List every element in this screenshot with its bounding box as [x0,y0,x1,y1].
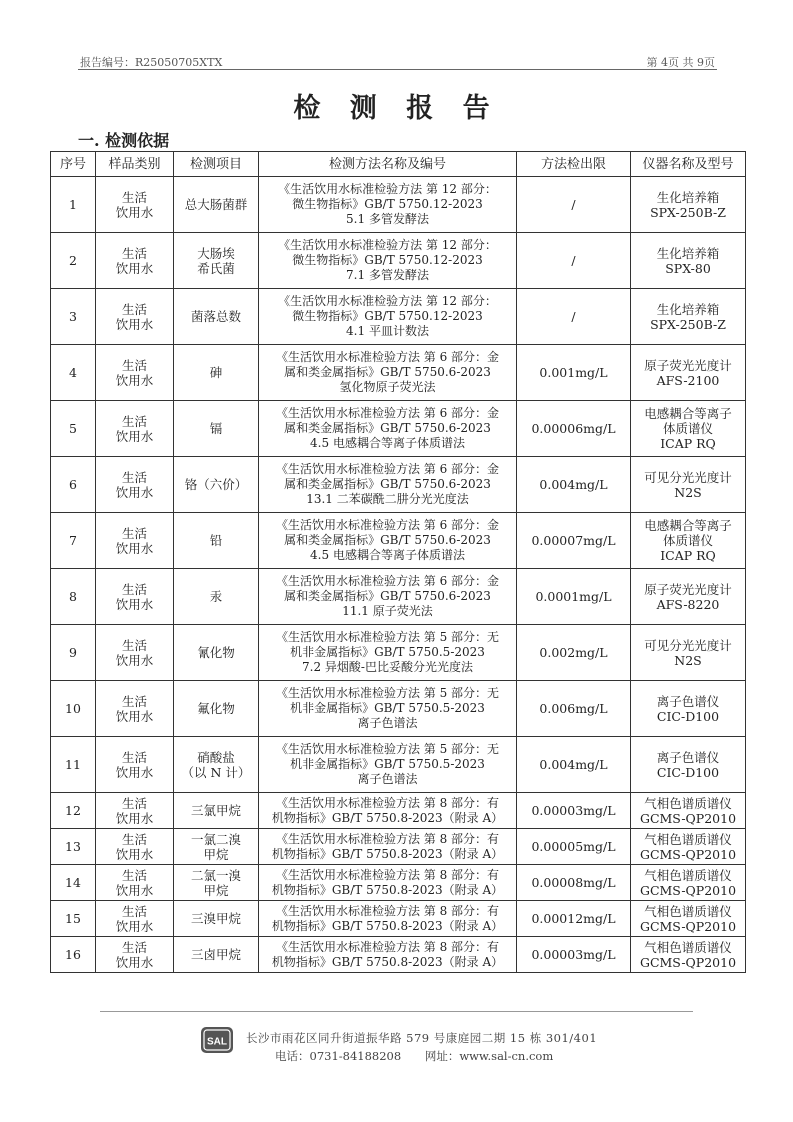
footer-divider [100,1011,693,1012]
test-item-cell: 铅 [174,513,259,569]
col-header-limit: 方法检出限 [517,152,631,177]
instrument-cell: 气相色谱质谱仪 GCMS-QP2010 [631,901,746,937]
detection-limit-cell: 0.002mg/L [517,625,631,681]
instrument-cell: 生化培养箱 SPX-250B-Z [631,177,746,233]
test-method-cell: 《生活饮用水标准检验方法 第 5 部分：无 机非金属指标》GB/T 5750.5-2023 7.2 异烟酸-巴比妥酸分光光度法 [259,625,517,681]
sample-type-cell: 生活 饮用水 [96,177,174,233]
test-method-cell: 《生活饮用水标准检验方法 第 5 部分：无 机非金属指标》GB/T 5750.5-2023 离子色谱法 [259,681,517,737]
test-method-cell: 《生活饮用水标准检验方法 第 8 部分：有 机物指标》GB/T 5750.8-2023（附录 A） [259,937,517,973]
sample-type-cell: 生活 饮用水 [96,513,174,569]
test-item-cell: 总大肠菌群 [174,177,259,233]
sample-type-cell: 生活 饮用水 [96,681,174,737]
detection-limit-cell: 0.00003mg/L [517,793,631,829]
row-number-cell: 11 [51,737,96,793]
detection-limit-cell: 0.00003mg/L [517,937,631,973]
sample-type-cell: 生活 饮用水 [96,865,174,901]
instrument-cell: 电感耦合等离子 体质谱仪 ICAP RQ [631,513,746,569]
table-row [51,345,746,401]
detection-limit-cell: 0.00005mg/L [517,829,631,865]
col-header-instrument: 仪器名称及型号 [631,152,746,177]
sample-type-cell: 生活 饮用水 [96,829,174,865]
detection-limit-cell: 0.00006mg/L [517,401,631,457]
footer-phone: 电话：0731-84188208 [275,1049,402,1063]
table-row [51,289,746,345]
test-item-cell: 砷 [174,345,259,401]
row-number-cell: 13 [51,829,96,865]
test-item-cell: 大肠埃 希氏菌 [174,233,259,289]
table-row [51,937,746,973]
table-row [51,177,746,233]
detection-limit-cell: 0.00008mg/L [517,865,631,901]
test-method-cell: 《生活饮用水标准检验方法 第 8 部分：有 机物指标》GB/T 5750.8-2023（附录 A） [259,793,517,829]
table-row [51,233,746,289]
table-row [51,513,746,569]
col-header-item: 检测项目 [174,152,259,177]
test-method-cell: 《生活饮用水标准检验方法 第 12 部分： 微生物指标》GB/T 5750.12-2023 4.1 平皿计数法 [259,289,517,345]
sample-type-cell: 生活 饮用水 [96,937,174,973]
table-row [51,793,746,829]
row-number-cell: 8 [51,569,96,625]
instrument-cell: 生化培养箱 SPX-250B-Z [631,289,746,345]
row-number-cell: 10 [51,681,96,737]
detection-limit-cell: 0.004mg/L [517,457,631,513]
row-number-cell: 9 [51,625,96,681]
table-row [51,865,746,901]
instrument-cell: 生化培养箱 SPX-80 [631,233,746,289]
sample-type-cell: 生活 饮用水 [96,901,174,937]
detection-limit-cell: / [517,177,631,233]
detection-limit-cell: 0.0001mg/L [517,569,631,625]
instrument-cell: 可见分光光度计 N2S [631,457,746,513]
test-method-cell: 《生活饮用水标准检验方法 第 6 部分：金 属和类金属指标》GB/T 5750.6-2023 氢化物原子荧光法 [259,345,517,401]
instrument-cell: 气相色谱质谱仪 GCMS-QP2010 [631,793,746,829]
footer-address: 长沙市雨花区同升街道振华路 579 号康庭园二期 15 栋 301/401 [246,1031,598,1045]
test-method-cell: 《生活饮用水标准检验方法 第 12 部分： 微生物指标》GB/T 5750.12-2023 5.1 多管发酵法 [259,177,517,233]
logo-text: SAL [207,1036,227,1048]
row-number-cell: 12 [51,793,96,829]
detection-limit-cell: / [517,289,631,345]
footer-contact [275,1048,573,1064]
test-item-cell: 铬（六价） [174,457,259,513]
instrument-cell: 离子色谱仪 CIC-D100 [631,681,746,737]
row-number-cell: 1 [51,177,96,233]
sample-type-cell: 生活 饮用水 [96,793,174,829]
instrument-cell: 可见分光光度计 N2S [631,625,746,681]
test-method-cell: 《生活饮用水标准检验方法 第 8 部分：有 机物指标》GB/T 5750.8-2023（附录 A） [259,829,517,865]
sample-type-cell: 生活 饮用水 [96,401,174,457]
detection-limit-cell: 0.004mg/L [517,737,631,793]
sample-type-cell: 生活 饮用水 [96,737,174,793]
col-header-no: 序号 [51,152,96,177]
table-row [51,737,746,793]
test-item-cell: 氰化物 [174,625,259,681]
col-header-sample: 样品类别 [96,152,174,177]
test-item-cell: 三氯甲烷 [174,793,259,829]
instrument-cell: 气相色谱质谱仪 GCMS-QP2010 [631,937,746,973]
test-method-cell: 《生活饮用水标准检验方法 第 6 部分：金 属和类金属指标》GB/T 5750.6-2023 13.1 二苯碳酰二肼分光光度法 [259,457,517,513]
row-number-cell: 15 [51,901,96,937]
test-item-cell: 菌落总数 [174,289,259,345]
report-number: 报告编号：R25050705XTX [80,56,223,69]
row-number-cell: 5 [51,401,96,457]
sample-type-cell: 生活 饮用水 [96,625,174,681]
row-number-cell: 16 [51,937,96,973]
row-number-cell: 14 [51,865,96,901]
header-divider [78,69,717,70]
row-number-cell: 7 [51,513,96,569]
test-method-cell: 《生活饮用水标准检验方法 第 8 部分：有 机物指标》GB/T 5750.8-2023（附录 A） [259,865,517,901]
footer-website: 网址：www.sal-cn.com [424,1049,554,1063]
detection-limit-cell: 0.00012mg/L [517,901,631,937]
test-item-cell: 氟化物 [174,681,259,737]
test-item-cell: 硝酸盐 （以 N 计） [174,737,259,793]
detection-limit-cell: / [517,233,631,289]
sample-type-cell: 生活 饮用水 [96,233,174,289]
sample-type-cell: 生活 饮用水 [96,457,174,513]
report-title: 检 测 报 告 [293,93,500,124]
test-method-cell: 《生活饮用水标准检验方法 第 12 部分： 微生物指标》GB/T 5750.12-2023 7.1 多管发酵法 [259,233,517,289]
detection-limit-cell: 0.00007mg/L [517,513,631,569]
table-header-row [51,152,746,177]
instrument-cell: 气相色谱质谱仪 GCMS-QP2010 [631,865,746,901]
sample-type-cell: 生活 饮用水 [96,345,174,401]
col-header-method: 检测方法名称及编号 [259,152,517,177]
test-method-cell: 《生活饮用水标准检验方法 第 5 部分：无 机非金属指标》GB/T 5750.5-2023 离子色谱法 [259,737,517,793]
row-number-cell: 2 [51,233,96,289]
instrument-cell: 电感耦合等离子 体质谱仪 ICAP RQ [631,401,746,457]
detection-limit-cell: 0.001mg/L [517,345,631,401]
instrument-cell: 原子荧光光度计 AFS-8220 [631,569,746,625]
test-method-cell: 《生活饮用水标准检验方法 第 6 部分：金 属和类金属指标》GB/T 5750.6-2023 4.5 电感耦合等离子体质谱法 [259,401,517,457]
test-item-cell: 三溴甲烷 [174,901,259,937]
detection-limit-cell: 0.006mg/L [517,681,631,737]
test-item-cell: 三卤甲烷 [174,937,259,973]
section-heading: 一. 检测依据 [78,131,170,150]
test-basis-table [50,151,746,973]
page-indicator: 第 4页 共 9页 [646,56,715,69]
test-item-cell: 汞 [174,569,259,625]
instrument-cell: 离子色谱仪 CIC-D100 [631,737,746,793]
sample-type-cell: 生活 饮用水 [96,569,174,625]
row-number-cell: 4 [51,345,96,401]
table-row [51,401,746,457]
table-row [51,681,746,737]
table-row [51,457,746,513]
sal-logo-icon [200,1024,234,1058]
row-number-cell: 6 [51,457,96,513]
row-number-cell: 3 [51,289,96,345]
table-row [51,625,746,681]
test-method-cell: 《生活饮用水标准检验方法 第 6 部分：金 属和类金属指标》GB/T 5750.6-2023 4.5 电感耦合等离子体质谱法 [259,513,517,569]
sample-type-cell: 生活 饮用水 [96,289,174,345]
instrument-cell: 原子荧光光度计 AFS-2100 [631,345,746,401]
test-item-cell: 镉 [174,401,259,457]
test-item-cell: 一氯二溴 甲烷 [174,829,259,865]
table-row [51,569,746,625]
test-method-cell: 《生活饮用水标准检验方法 第 6 部分：金 属和类金属指标》GB/T 5750.6-2023 11.1 原子荧光法 [259,569,517,625]
page-header [78,52,717,68]
test-item-cell: 二氯一溴 甲烷 [174,865,259,901]
table-row [51,829,746,865]
test-method-cell: 《生活饮用水标准检验方法 第 8 部分：有 机物指标》GB/T 5750.8-2023（附录 A） [259,901,517,937]
table-row [51,901,746,937]
instrument-cell: 气相色谱质谱仪 GCMS-QP2010 [631,829,746,865]
